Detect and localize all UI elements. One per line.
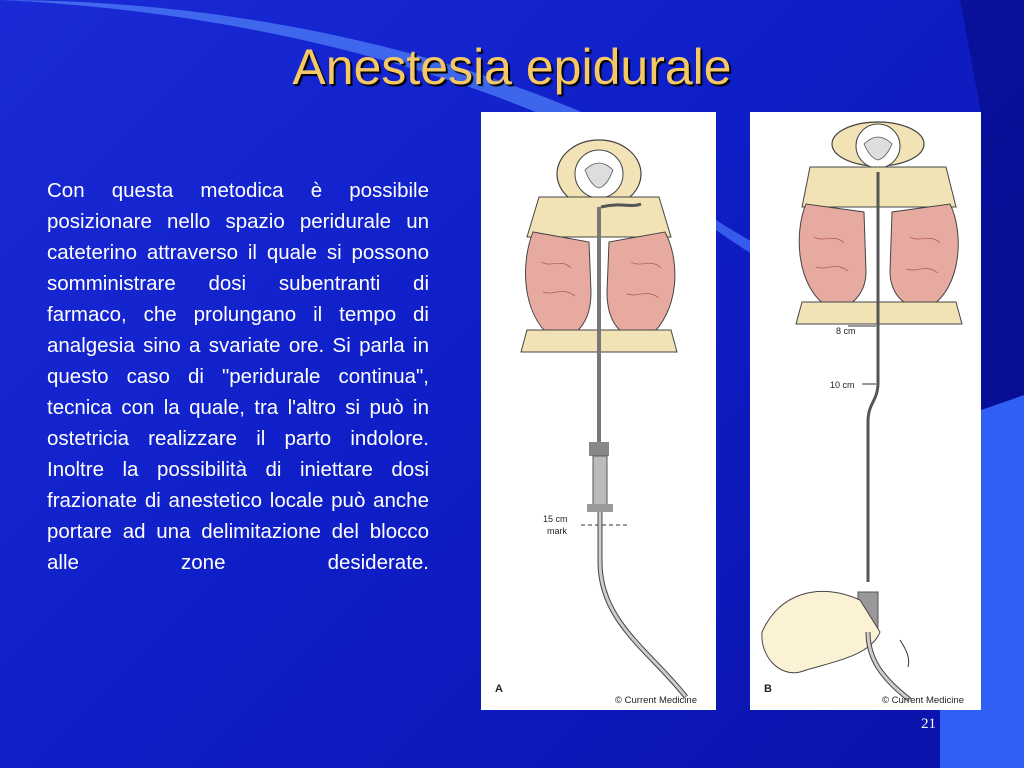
figure-b-illustration: [750, 112, 981, 710]
figure-b-label-10cm: 10 cm: [830, 380, 855, 390]
figure-a-illustration: [481, 112, 716, 710]
figure-a-credit: © Current Medicine: [615, 695, 697, 706]
figure-a-letter: A: [495, 683, 503, 695]
figure-b-credit: © Current Medicine: [882, 695, 964, 706]
figure-b-epidural-catheter: [750, 112, 981, 710]
figure-b-label-8cm: 8 cm: [836, 326, 856, 336]
slide-body-text: Con questa metodica è possibile posizionare nello spazio peridurale un cateterino attraverso il quale si possono somministrare dosi subentranti di farmaco, che prolungano il tempo di analgesia sino a svariate ore. Si parla in questo caso di "peridurale continua", tecnica con la quale, tra l'altro si può in ostetricia realizzare il parto indolore. Inoltre la possibilità di iniettare dosi frazionate di anestetico locale può anche portare ad una delimitazione del blocco alle zone desiderate.: [47, 179, 429, 574]
slide-title: Anestesia epidurale: [292, 39, 732, 95]
figure-a-mark-label-line1: 15 cm: [543, 514, 568, 524]
figure-a-epidural-catheter: [481, 112, 716, 710]
figure-a-mark-label-line2: mark: [547, 526, 567, 536]
page-number: 21: [921, 716, 936, 732]
figure-b-letter: B: [764, 683, 772, 695]
